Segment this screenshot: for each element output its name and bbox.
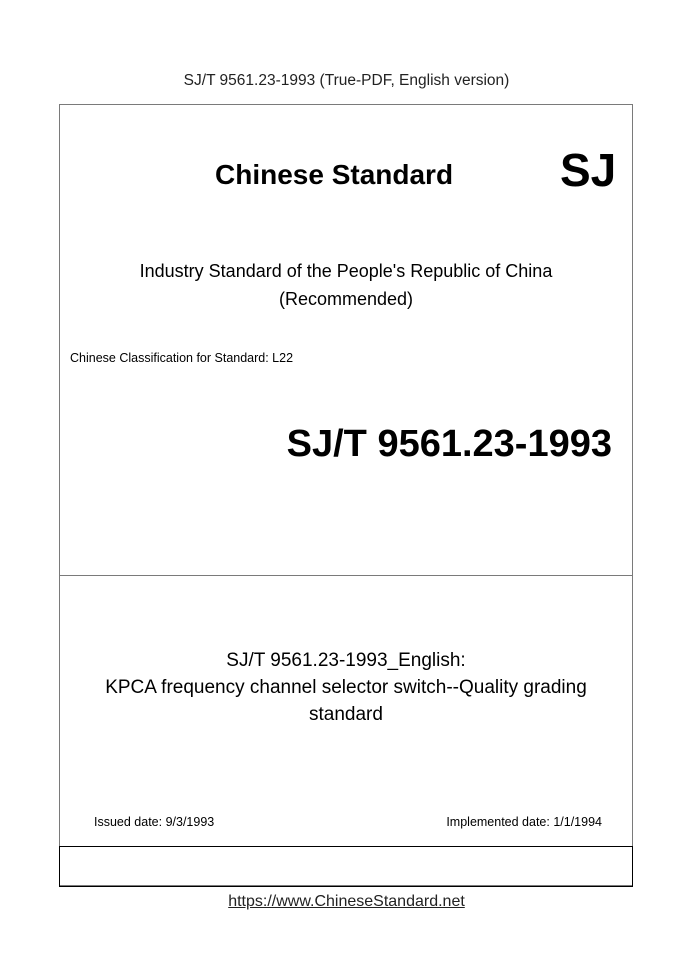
page-header: SJ/T 9561.23-1993 (True-PDF, English version) (183, 72, 510, 89)
cover-top-section (60, 105, 632, 576)
standard-mark: SJ (560, 144, 617, 196)
title-line-1: SJ/T 9561.23-1993_English: (226, 650, 466, 671)
industry-line-2: (Recommended) (278, 289, 414, 309)
website-link[interactable]: https://www.ChineseStandard.net (228, 893, 465, 910)
title-line-2: KPCA frequency channel selector switch--Quality grading (105, 677, 587, 698)
cover-bottom-box (59, 846, 633, 887)
industry-standard-text (60, 257, 632, 313)
document-title (60, 647, 632, 728)
cover-frame (59, 104, 633, 886)
cover-heading: Chinese Standard (215, 159, 454, 190)
implemented-date: Implemented date: 1/1/1994 (446, 815, 602, 829)
industry-line-1: Industry Standard of the People's Republic of China (139, 261, 553, 281)
title-line-3: standard (309, 704, 383, 725)
standard-number: SJ/T 9561.23-1993 (286, 423, 612, 465)
classification-text: Chinese Classification for Standard: L22 (70, 351, 294, 365)
issued-date: Issued date: 9/3/1993 (94, 815, 215, 829)
